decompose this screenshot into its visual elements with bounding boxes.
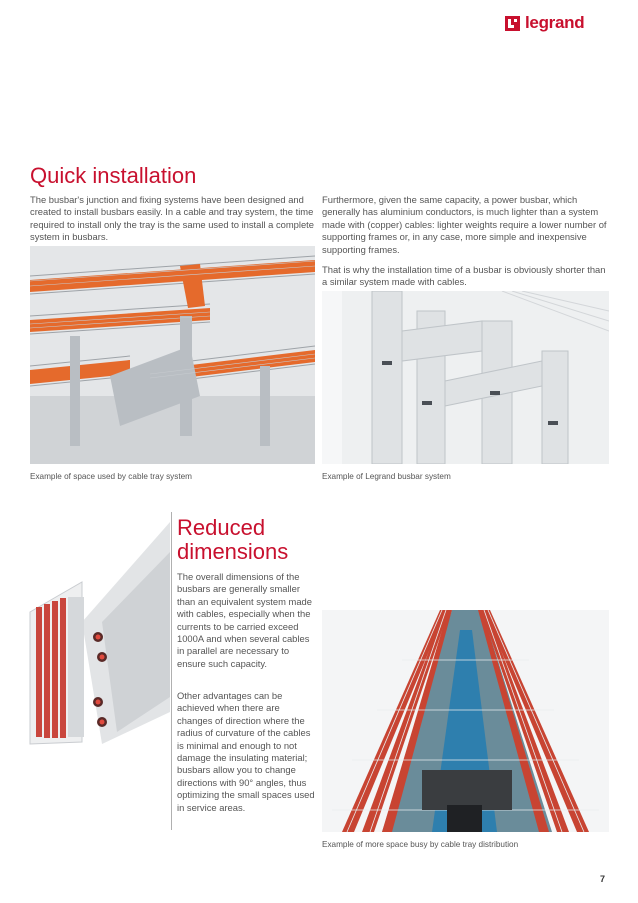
cable-tray-distribution-photo: [322, 610, 609, 832]
quick-installation-right-paragraph-2: That is why the installation time of a busbar is obviously shorter than a similar system made with cables.: [322, 264, 606, 288]
cable-tray-system-photo: [30, 246, 315, 464]
page-number: 7: [600, 874, 606, 884]
caption-legrand-busbar-system: Example of Legrand busbar system: [322, 472, 451, 481]
caption-cable-tray-system: Example of space used by cable tray system: [30, 472, 193, 481]
quick-installation-left-paragraph: The busbar's junction and fixing systems have been designed and created to install busbars easily. In a cable and tray system, the time required to install only the tray is the same used to install a complete system in busbars.: [30, 194, 315, 243]
section-title-reduced: Reduced: [177, 515, 266, 540]
caption-cable-tray-distribution: Example of more space busy by cable tray distribution: [322, 840, 519, 849]
busbar-cross-section-photo: [22, 512, 170, 752]
section-title-quick-installation: Quick installation: [30, 163, 197, 188]
legrand-logo-text: legrand: [525, 13, 585, 32]
legrand-logo: [505, 12, 611, 34]
section-title-dimensions: dimensions: [177, 539, 289, 564]
legrand-logo-mark-icon: [505, 16, 520, 31]
column-divider: [171, 512, 172, 830]
quick-installation-right-paragraph-1: Furthermore, given the same capacity, a power busbar, which generally has aluminium conductors, is much lighter than a system made with (copper) cables: lighter weights require a lower number of supporting frames or, in any case, more simple and inexpensive supporting frames.: [322, 194, 607, 255]
reduced-dimensions-paragraph-1: The overall dimensions of the busbars are generally smaller than an equivalent system made with cables, especially when the currents to be carried exceed 1000A and when several cables in parallel are necessary to ensure such capacity.: [177, 571, 312, 669]
legrand-busbar-system-photo: [322, 291, 609, 464]
reduced-dimensions-paragraph-2: Other advantages can be achieved when there are changes of direction where the radius of curvature of the cables is minimal and enough to not damage the insulating material; busbars allow you to change directions with 90° angles, thus optimizing the small spaces used in service areas.: [177, 690, 315, 813]
